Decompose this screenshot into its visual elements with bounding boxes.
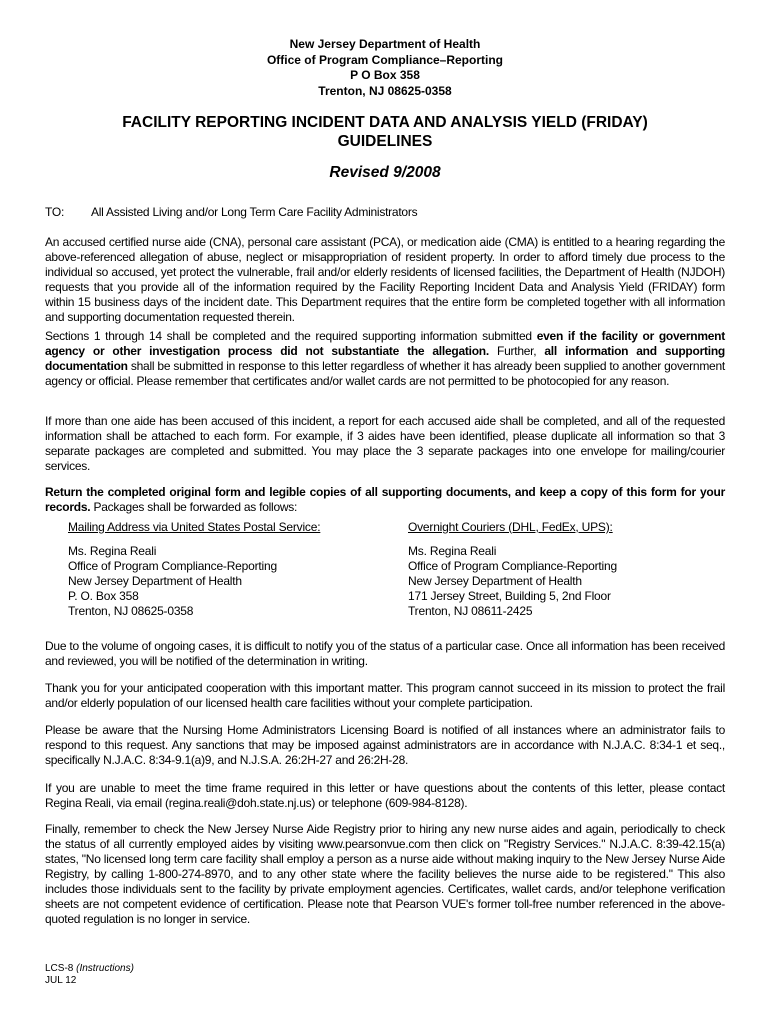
revision-date: Revised 9/2008: [329, 164, 441, 181]
address-line: Office of Program Compliance-Reporting: [68, 559, 277, 573]
address-line: Trenton, NJ 08611-2425: [408, 604, 533, 618]
paragraph-text: If you are unable to meet the time frame required in this letter or have questions about the contents of this letter, please contact Regina Reali, via email (regina.reali@doh.state.nj.us) or telephone (609-984-8128).: [45, 781, 725, 810]
text-span: shall be submitted in response to this letter regardless of whether it has already been supplied to another government agency or official. Please remember that certificates and/or wallet cards are not permitted to be photocopied for any reason.: [45, 359, 725, 388]
paragraph-hearing: [45, 235, 725, 325]
title-line-1: FACILITY REPORTING INCIDENT DATA AND ANALYSIS YIELD (FRIDAY): [122, 114, 648, 131]
paragraph-text: Due to the volume of ongoing cases, it is difficult to notify you of the status of a particular case. Once all information has been received and reviewed, you will be notified of the determination in writing.: [45, 639, 725, 668]
to-line: [45, 205, 417, 220]
text-span: Sections 1 through 14 shall be completed and the required supporting information submitted: [45, 329, 537, 343]
address-line: P. O. Box 358: [68, 589, 139, 603]
address-line: Trenton, NJ 08625-0358: [68, 604, 194, 618]
office-name: Office of Program Compliance–Reporting: [266, 52, 504, 67]
form-code: LCS-8: [45, 963, 74, 974]
address-line: Ms. Regina Reali: [68, 544, 157, 558]
po-box: P O Box 358: [350, 68, 420, 82]
address-line: 171 Jersey Street, Building 5, 2nd Floor: [408, 589, 611, 603]
bold-text: Return the completed original form and legible copies of all supporting documents, and keep a copy of this form for your records.: [45, 485, 725, 514]
mailing-address-heading: Mailing Address via United States Postal Service:: [68, 520, 321, 534]
form-type: (Instructions): [76, 963, 134, 974]
paragraph-text: Please be aware that the Nursing Home Administrators Licensing Board is notified of all instances where an administrator fails to respond to this request. Any sanctions that may be imposed against administrators are in accordance with N.J.A.C. 8:34-1 et seq., specifically N.J.A.C. 8:34-9.1(a)9, and N.J.S.A. 26:2H-27 and 26:2H-28.: [45, 723, 725, 767]
paragraph-contact: [45, 781, 725, 811]
title-line-2: GUIDELINES: [337, 133, 433, 150]
courier-address-heading: Overnight Couriers (DHL, FedEx, UPS):: [408, 520, 613, 534]
to-label: TO:: [45, 205, 65, 219]
courier-address-block: [408, 520, 617, 619]
paragraph-text: An accused certified nurse aide (CNA), personal care assistant (PCA), or medication aide (CMA) is entitled to a hearing regarding the above-referenced allegation of abuse, neglect or misappropriation of resident property. In order to afford timely due process to the individual so accused, yet protect the vulnerable, frail and/or elderly residents of licensed facilities, the Department of Health (NJDOH) requests that you provide all of the information required by the Facility Reporting Incident Data and Analysis Yield (FRIDAY) form within 15 business days of the incident date. This Department requires that the entire form be completed together with all information and supporting documentation requested therein.: [45, 235, 725, 324]
address-line: New Jersey Department of Health: [408, 574, 582, 588]
paragraph-text: If more than one aide has been accused of this incident, a report for each accused aide shall be completed, and all of the requested information shall be attached to each form. For example, if 3 aides have been identified, please duplicate all information so that 3 separate packages are completed and submitted. You may place the 3 separate packages into one envelope for mailing/courier services.: [45, 414, 725, 473]
paragraph-status: [45, 639, 725, 669]
paragraph-sections: [45, 329, 725, 389]
bold-text: all information and supporting documentation: [45, 344, 726, 373]
to-recipients: All Assisted Living and/or Long Term Care Facility Administrators: [91, 205, 418, 219]
paragraph-text: Thank you for your anticipated cooperation with this important matter. This program cannot succeed in its mission to protect the frail and/or elderly population of our licensed health care facilities without your complete participation.: [45, 681, 725, 710]
address-line: Ms. Regina Reali: [408, 544, 497, 558]
paragraph-return-instructions: [45, 485, 725, 515]
document-title: [0, 113, 770, 151]
bold-text: even if the facility or government agency or other investigation process did not substantiate the allegation.: [45, 329, 725, 358]
paragraph-text: Finally, remember to check the New Jersey Nurse Aide Registry prior to hiring any new nurse aides and again, periodically to check the status of all currently employed aides by visiting www.pearsonvue.com then click on "Registry Services." N.J.A.C. 8:39-42.15(a) states, "No licensed long term care facility shall employ a person as a nurse aide without making inquiry to the New Jersey Nurse Aide Registry, by calling 1-800-274-8970, and to any other state where the facility believes the nurse aide to be registered." This also includes those individuals sent to the facility by private employment agencies. Certificates, wallet cards, and/or telephone verification sheets are not competent evidence of certification. Please note that Pearson VUE's former toll-free number referenced in the above-quoted regulation is no longer in service.: [45, 822, 725, 926]
mailing-address-block: [68, 520, 320, 619]
paragraph-multiple-aides: [45, 414, 725, 474]
paragraph-registry: [45, 822, 725, 927]
address-line: New Jersey Department of Health: [68, 574, 242, 588]
form-footer: [45, 963, 134, 987]
city-state-zip: Trenton, NJ 08625-0358: [318, 83, 452, 98]
text-span: Further,: [488, 344, 545, 358]
address-line: Office of Program Compliance-Reporting: [408, 559, 617, 573]
form-date: JUL 12: [45, 975, 77, 986]
paragraph-thanks: [45, 681, 725, 711]
agency-name: New Jersey Department of Health: [289, 37, 481, 51]
agency-header: [0, 37, 770, 99]
text-span: Packages shall be forwarded as follows:: [90, 500, 298, 514]
paragraph-licensing-board: [45, 723, 725, 768]
